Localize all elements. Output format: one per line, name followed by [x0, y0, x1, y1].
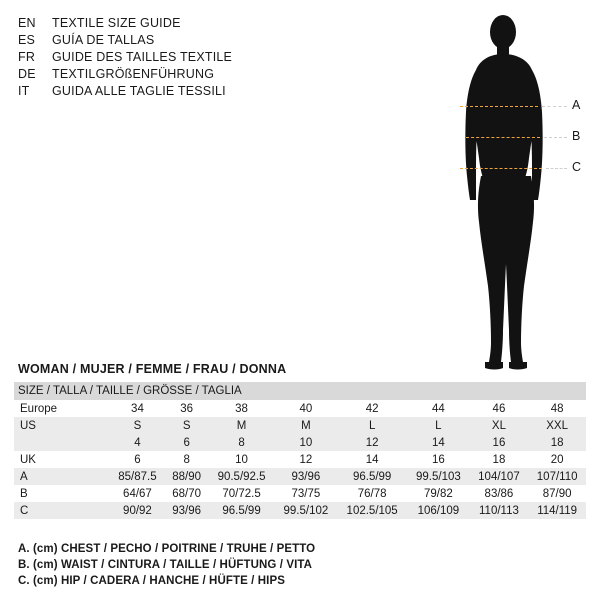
language-row — [18, 67, 318, 84]
table-cell: 106/109 — [407, 502, 469, 519]
language-row — [18, 84, 318, 101]
table-cell: 48 — [528, 400, 586, 417]
table-cell: 10 — [275, 434, 337, 451]
note-b: B. (cm) WAIST / CINTURA / TAILLE / HÜFTUNG / VITA — [18, 559, 313, 571]
size-table-wrapper — [14, 382, 586, 519]
table-header-cell: SIZE / TALLA / TAILLE / GRÖSSE / TAGLIA — [14, 382, 586, 400]
table-cell: 107/110 — [528, 468, 586, 485]
female-body-figure — [430, 8, 590, 376]
table-cell: 85/87.5 — [110, 468, 165, 485]
table-cell: 8 — [165, 451, 209, 468]
row-label — [14, 434, 110, 451]
table-cell: 6 — [165, 434, 209, 451]
table-cell: 83/86 — [470, 485, 529, 502]
table-cell: 79/82 — [407, 485, 469, 502]
table-row — [14, 434, 586, 451]
measurement-notes — [18, 543, 578, 591]
note-c: C. (cm) HIP / CADERA / HANCHE / HÜFTE / HIPS — [18, 575, 286, 587]
table-cell: 90.5/92.5 — [208, 468, 274, 485]
section-title-woman: WOMAN / MUJER / FEMME / FRAU / DONNA — [18, 362, 287, 376]
language-text: TEXTILE SIZE GUIDE — [52, 16, 181, 30]
language-header-block — [18, 16, 318, 101]
table-cell: 114/119 — [528, 502, 586, 519]
language-code: IT — [18, 84, 30, 98]
table-cell: 90/92 — [110, 502, 165, 519]
row-label: B — [14, 485, 110, 502]
measure-line-a — [460, 106, 538, 107]
table-cell: 4 — [110, 434, 165, 451]
note-a: A. (cm) CHEST / PECHO / POITRINE / TRUHE / PETTO — [18, 543, 316, 555]
table-cell: 96.5/99 — [337, 468, 407, 485]
table-cell: 102.5/105 — [337, 502, 407, 519]
table-cell: 96.5/99 — [208, 502, 274, 519]
table-row — [14, 485, 586, 502]
language-code: FR — [18, 50, 36, 64]
table-cell: 70/72.5 — [208, 485, 274, 502]
table-cell: 87/90 — [528, 485, 586, 502]
language-text: GUÍA DE TALLAS — [52, 33, 155, 47]
table-cell: 10 — [208, 451, 274, 468]
table-cell: 42 — [337, 400, 407, 417]
table-cell: XL — [470, 417, 529, 434]
table-row — [14, 468, 586, 485]
table-cell: XXL — [528, 417, 586, 434]
table-cell: 14 — [407, 434, 469, 451]
table-cell: 16 — [407, 451, 469, 468]
table-cell: L — [407, 417, 469, 434]
measure-line-c — [460, 168, 542, 169]
measure-label-a: A — [572, 98, 581, 112]
measure-line-c-extension — [546, 168, 567, 169]
measure-label-b: B — [572, 129, 581, 143]
table-cell: 6 — [110, 451, 165, 468]
table-cell: 110/113 — [470, 502, 529, 519]
language-row — [18, 16, 318, 33]
table-cell: 40 — [275, 400, 337, 417]
table-cell: 88/90 — [165, 468, 209, 485]
table-row — [14, 451, 586, 468]
table-row — [14, 417, 586, 434]
table-cell: 18 — [528, 434, 586, 451]
measure-line-b — [466, 137, 540, 138]
row-label: Europe — [14, 400, 110, 417]
measure-label-c: C — [572, 160, 582, 174]
table-cell: 99.5/102 — [275, 502, 337, 519]
table-cell: M — [275, 417, 337, 434]
table-cell: 68/70 — [165, 485, 209, 502]
table-cell: 36 — [165, 400, 209, 417]
table-cell: 73/75 — [275, 485, 337, 502]
language-code: EN — [18, 16, 36, 30]
table-cell: 34 — [110, 400, 165, 417]
language-code: DE — [18, 67, 36, 81]
row-label: C — [14, 502, 110, 519]
table-cell: 44 — [407, 400, 469, 417]
table-cell: 93/96 — [165, 502, 209, 519]
language-text: GUIDA ALLE TAGLIE TESSILI — [52, 84, 226, 98]
table-cell: 76/78 — [337, 485, 407, 502]
language-row — [18, 33, 318, 50]
table-cell: 18 — [470, 451, 529, 468]
table-cell: S — [165, 417, 209, 434]
row-label: UK — [14, 451, 110, 468]
language-code: ES — [18, 33, 36, 47]
table-cell: L — [337, 417, 407, 434]
table-cell: 104/107 — [470, 468, 529, 485]
table-cell: S — [110, 417, 165, 434]
table-cell: 64/67 — [110, 485, 165, 502]
row-label: A — [14, 468, 110, 485]
table-cell: 20 — [528, 451, 586, 468]
table-row — [14, 400, 586, 417]
language-row — [18, 50, 318, 67]
language-text: GUIDE DES TAILLES TEXTILE — [52, 50, 233, 64]
measure-line-b-extension — [544, 137, 567, 138]
table-header-row — [14, 382, 586, 400]
measure-line-a-extension — [542, 106, 567, 107]
table-cell: 12 — [337, 434, 407, 451]
row-label: US — [14, 417, 110, 434]
language-text: TEXTILGRÖßENFÜHRUNG — [52, 67, 215, 81]
table-cell: 12 — [275, 451, 337, 468]
table-row — [14, 502, 586, 519]
table-cell: 99.5/103 — [407, 468, 469, 485]
table-cell: M — [208, 417, 274, 434]
table-cell: 8 — [208, 434, 274, 451]
table-cell: 16 — [470, 434, 529, 451]
table-cell: 38 — [208, 400, 274, 417]
size-table — [14, 382, 586, 519]
body-silhouette-icon — [430, 8, 590, 376]
table-cell: 46 — [470, 400, 529, 417]
table-cell: 93/96 — [275, 468, 337, 485]
table-cell: 14 — [337, 451, 407, 468]
